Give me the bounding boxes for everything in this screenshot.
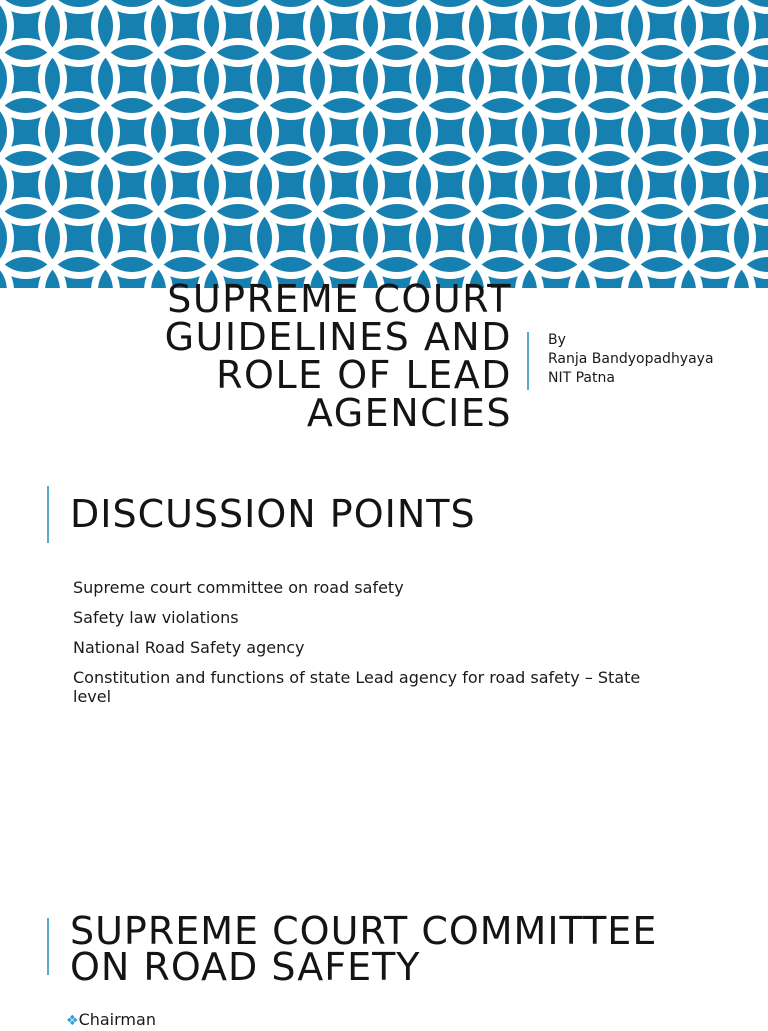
pattern-ring <box>572 254 647 289</box>
list-item: Safety law violations <box>73 608 673 627</box>
author-by: By <box>548 331 714 350</box>
list-item-label: Chairman <box>79 1010 156 1029</box>
pattern-ring <box>519 254 594 289</box>
list-item <box>66 1010 156 1031</box>
title-line: ON ROAD SAFETY <box>70 949 657 985</box>
author-block <box>548 331 714 388</box>
committee-title <box>70 913 657 985</box>
list-item: National Road Safety agency <box>73 638 673 657</box>
author-institute: NIT Patna <box>548 369 714 388</box>
section-accent-line <box>47 486 49 543</box>
title-line: SUPREME COURT <box>100 280 512 318</box>
title-line: SUPREME COURT COMMITTEE <box>70 913 657 949</box>
title-line: GUIDELINES AND <box>100 318 512 356</box>
pattern-ring <box>625 254 700 289</box>
section-accent-line <box>47 918 49 975</box>
title-line: AGENCIES <box>100 394 512 432</box>
author-name: Ranja Bandyopadhyaya <box>548 350 714 369</box>
pattern-ring <box>678 254 753 289</box>
list-item: Supreme court committee on road safety <box>73 578 673 597</box>
decorative-banner <box>0 0 768 288</box>
discussion-points-title: DISCUSSION POINTS <box>70 496 476 532</box>
list-item: Constitution and functions of state Lead agency for road safety – State level <box>73 668 673 706</box>
title-divider <box>527 332 529 390</box>
presentation-title <box>100 280 512 432</box>
diamond-bullet-icon: ❖ <box>66 1013 79 1029</box>
title-line: ROLE OF LEAD <box>100 356 512 394</box>
circle-pattern-icon <box>0 0 768 288</box>
discussion-points-list <box>73 578 673 717</box>
